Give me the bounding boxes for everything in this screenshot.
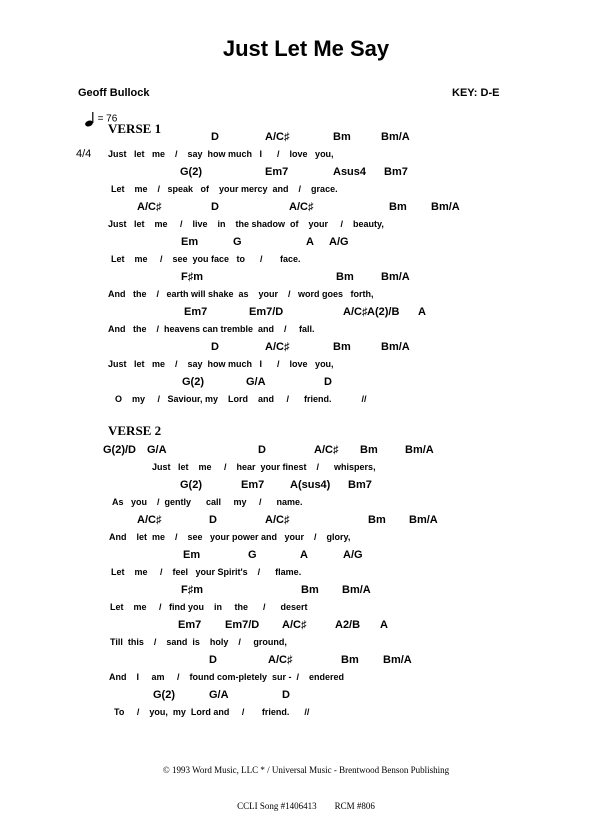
lyric-line: And let me / see your power and your / glory, bbox=[109, 532, 351, 542]
chord: D bbox=[258, 444, 266, 456]
chord: Bm/A bbox=[381, 341, 410, 353]
chord: A bbox=[300, 549, 308, 561]
tempo-value: = 76 bbox=[97, 113, 118, 125]
lyric-line: Just let me / say how much I / love you, bbox=[108, 149, 334, 159]
chord: Bm/A bbox=[381, 271, 410, 283]
lyric-line: Let me / see you face to / face. bbox=[111, 254, 301, 264]
chord: A/C♯ bbox=[289, 201, 314, 213]
author: Geoff Bullock bbox=[78, 87, 150, 99]
lyric-line: Just let me / say how much I / love you, bbox=[108, 359, 334, 369]
chord: D bbox=[211, 131, 219, 143]
chord: G(2) bbox=[180, 166, 202, 178]
chord: G(2) bbox=[153, 689, 175, 701]
chord: Bm/A bbox=[383, 654, 412, 666]
chord: Bm bbox=[360, 444, 378, 456]
chord: D bbox=[282, 689, 290, 701]
chord: Em7 bbox=[184, 306, 208, 318]
lyric-line: And I am / found com-pletely sur - / endered bbox=[109, 672, 345, 682]
chord: A/C♯ bbox=[314, 444, 339, 456]
chord: Em bbox=[183, 549, 201, 561]
section-heading-verse-2: VERSE 2 bbox=[108, 423, 162, 438]
quarter-note-icon bbox=[84, 111, 98, 127]
chord: Bm/A bbox=[409, 514, 438, 526]
chord: A(2)/B bbox=[367, 306, 400, 318]
chord: G(2)/D bbox=[103, 444, 136, 456]
chord: G/A bbox=[246, 376, 266, 388]
lyric-line: And the / earth will shake as your / word goes forth, bbox=[108, 289, 374, 299]
chord: Em7/D bbox=[249, 306, 284, 318]
chord: G(2) bbox=[182, 376, 204, 388]
chord: G/A bbox=[147, 444, 167, 456]
copyright-line: © 1993 Word Music, LLC * / Universal Music - Brentwood Benson Publishing bbox=[162, 765, 450, 775]
chord: Em7 bbox=[178, 619, 202, 631]
chord: Bm7 bbox=[348, 479, 372, 491]
chord: Bm/A bbox=[405, 444, 434, 456]
chord: Bm bbox=[336, 271, 354, 283]
lyric-line: To / you, my Lord and / friend. // bbox=[114, 707, 310, 717]
lyric-line: As you / gently call my / name. bbox=[112, 497, 303, 507]
chord: A/C♯ bbox=[343, 306, 368, 318]
chord: Bm bbox=[333, 341, 351, 353]
chord: A/C♯ bbox=[265, 514, 290, 526]
lyric-line: Just let me / hear your finest / whispers, bbox=[152, 462, 376, 472]
chord: D bbox=[211, 341, 219, 353]
chord: A(sus4) bbox=[290, 479, 331, 491]
chord: Bm bbox=[368, 514, 386, 526]
chord: A/C♯ bbox=[265, 341, 290, 353]
chord: A/C♯ bbox=[265, 131, 290, 143]
chord: A bbox=[418, 306, 426, 318]
ccli-line: CCLI Song #1406413 RCM #806 bbox=[237, 801, 375, 811]
copyright-footer bbox=[0, 740, 612, 824]
chord: Bm/A bbox=[342, 584, 371, 596]
lyric-line: Just let me / live in the shadow of your / beauty, bbox=[108, 219, 384, 229]
chord: Bm7 bbox=[384, 166, 408, 178]
chord: G bbox=[233, 236, 242, 248]
chord: A/C♯ bbox=[268, 654, 293, 666]
chord: Bm bbox=[301, 584, 319, 596]
chord: Bm bbox=[333, 131, 351, 143]
chord: A/C♯ bbox=[282, 619, 307, 631]
chord: A/G bbox=[329, 236, 349, 248]
chord: D bbox=[209, 654, 217, 666]
chord: G/A bbox=[209, 689, 229, 701]
time-signature: 4/4 bbox=[76, 148, 92, 160]
chord: Bm bbox=[341, 654, 359, 666]
chord: Em bbox=[181, 236, 199, 248]
chord: D bbox=[211, 201, 219, 213]
chord: Asus4 bbox=[333, 166, 367, 178]
chord: Bm/A bbox=[381, 131, 410, 143]
chord: G bbox=[248, 549, 257, 561]
lyric-line: Let me / feel your Spirit's / flame. bbox=[111, 567, 302, 577]
lyric-line: O my / Saviour, my Lord and / friend. // bbox=[115, 394, 367, 404]
chord: Bm/A bbox=[431, 201, 460, 213]
chord: F♯m bbox=[181, 271, 203, 283]
chord: Bm bbox=[389, 201, 407, 213]
lyric-line: Let me / speak of your mercy and / grace. bbox=[111, 184, 338, 194]
song-title: Just Let Me Say bbox=[222, 36, 390, 61]
lyric-line: And the / heavens can tremble and / fall. bbox=[108, 324, 315, 334]
chord: G(2) bbox=[180, 479, 202, 491]
chord: Em7 bbox=[265, 166, 289, 178]
chord: A2/B bbox=[335, 619, 361, 631]
chord: Em7 bbox=[241, 479, 265, 491]
lyric-line: Till this / sand is holy / ground, bbox=[110, 637, 287, 647]
chord: D bbox=[209, 514, 217, 526]
chord: A/C♯ bbox=[137, 514, 162, 526]
chord: A bbox=[306, 236, 314, 248]
chord: Em7/D bbox=[225, 619, 260, 631]
lyric-line: Let me / find you in the / desert bbox=[110, 602, 308, 612]
section-heading-verse-1: VERSE 1 bbox=[108, 121, 162, 136]
chord: F♯m bbox=[181, 584, 203, 596]
chord: A/C♯ bbox=[137, 201, 162, 213]
chord: D bbox=[324, 376, 332, 388]
chord: A/G bbox=[343, 549, 363, 561]
chord: A bbox=[380, 619, 388, 631]
song-key: KEY: D-E bbox=[452, 87, 500, 99]
